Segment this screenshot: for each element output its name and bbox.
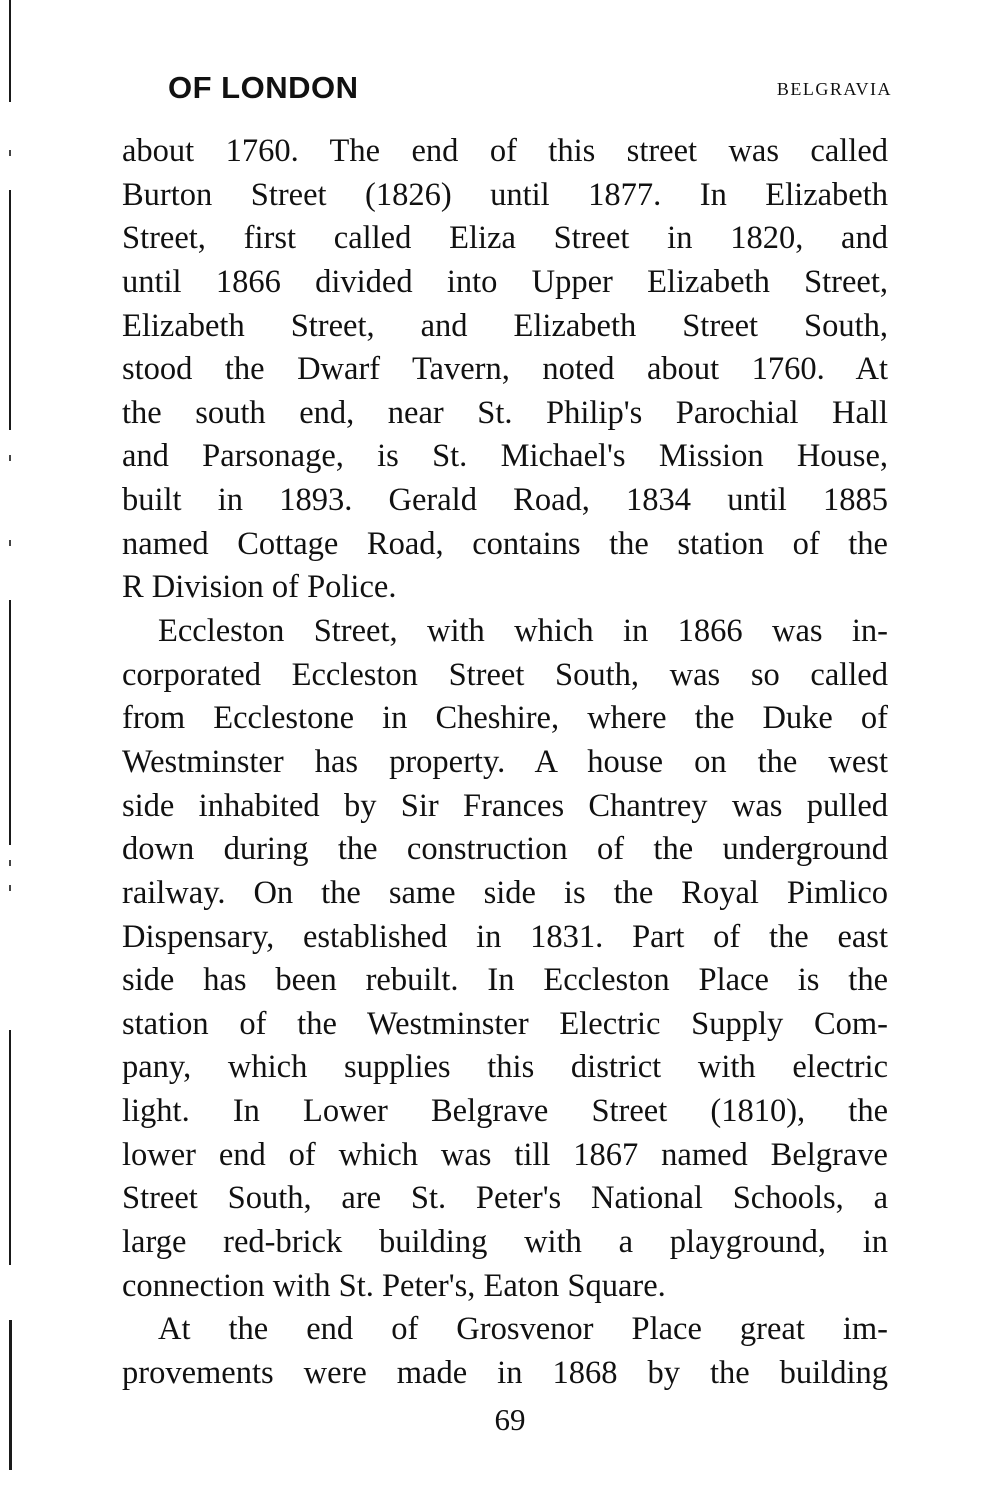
binding-edge-mark xyxy=(9,600,11,845)
text-line: from Ecclestone in Cheshire, where the Duke of xyxy=(122,700,888,737)
text-line: the south end, near St. Philip's Parochial Hall xyxy=(122,394,888,431)
text-line: provements were made in 1868 by the building xyxy=(122,1354,888,1391)
text-line: Westminster has property. A house on the west xyxy=(122,743,888,780)
text-line: Street South, are St. Peter's National Schools, a xyxy=(122,1180,888,1217)
binding-edge-mark xyxy=(9,190,11,430)
binding-edge-mark xyxy=(9,0,11,102)
text-line: lower end of which was till 1867 named Belgrave xyxy=(122,1136,888,1173)
running-title: OF LONDON xyxy=(168,70,359,105)
binding-edge-mark xyxy=(9,1320,12,1470)
page-number: 69 xyxy=(494,1402,526,1437)
text-line: named Cottage Road, contains the station of the xyxy=(122,525,888,562)
text-line: about 1760. The end of this street was called xyxy=(122,133,888,169)
text-line: station of the Westminster Electric Supply Com- xyxy=(122,1005,888,1042)
page-header xyxy=(168,68,892,108)
text-line: Dispensary, established in 1831. Part of the east xyxy=(122,918,888,955)
binding-edge-speck xyxy=(9,860,11,866)
text-line: side inhabited by Sir Frances Chantrey was pulled xyxy=(122,787,888,824)
text-line: light. In Lower Belgrave Street (1810), the xyxy=(122,1093,888,1130)
text-line: built in 1893. Gerald Road, 1834 until 1885 xyxy=(122,482,888,519)
text-line: until 1866 divided into Upper Elizabeth Street, xyxy=(122,263,888,300)
text-line: stood the Dwarf Tavern, noted about 1760. At xyxy=(122,351,888,388)
text-line: pany, which supplies this district with electric xyxy=(122,1049,888,1086)
text-line: Street, first called Eliza Street in 1820, and xyxy=(122,220,888,257)
section-title: BELGRAVIA xyxy=(776,79,892,99)
body-text xyxy=(122,130,888,1396)
text-line: At the end of Grosvenor Place great im- xyxy=(158,1311,888,1348)
binding-edge-mark xyxy=(9,1030,11,1265)
binding-edge-speck xyxy=(9,150,11,156)
text-line: railway. On the same side is the Royal Pimlico xyxy=(122,874,888,911)
binding-edge-speck xyxy=(9,885,11,891)
text-line: connection with St. Peter's, Eaton Square. xyxy=(122,1267,666,1304)
text-line: Eccleston Street, with which in 1866 was in- xyxy=(158,613,888,650)
text-line: corporated Eccleston Street South, was so called xyxy=(122,656,888,693)
text-line: Elizabeth Street, and Elizabeth Street South, xyxy=(122,307,888,344)
binding-edge-speck xyxy=(9,455,11,461)
text-line: large red-brick building with a playground, in xyxy=(122,1224,888,1261)
text-line: and Parsonage, is St. Michael's Mission House, xyxy=(122,438,888,475)
text-line: R Division of Police. xyxy=(122,569,397,606)
text-line: down during the construction of the underground xyxy=(122,831,888,868)
binding-edge-speck xyxy=(9,540,11,546)
text-line: side has been rebuilt. In Eccleston Place is the xyxy=(122,962,888,999)
text-line: Burton Street (1826) until 1877. In Elizabeth xyxy=(122,176,888,213)
